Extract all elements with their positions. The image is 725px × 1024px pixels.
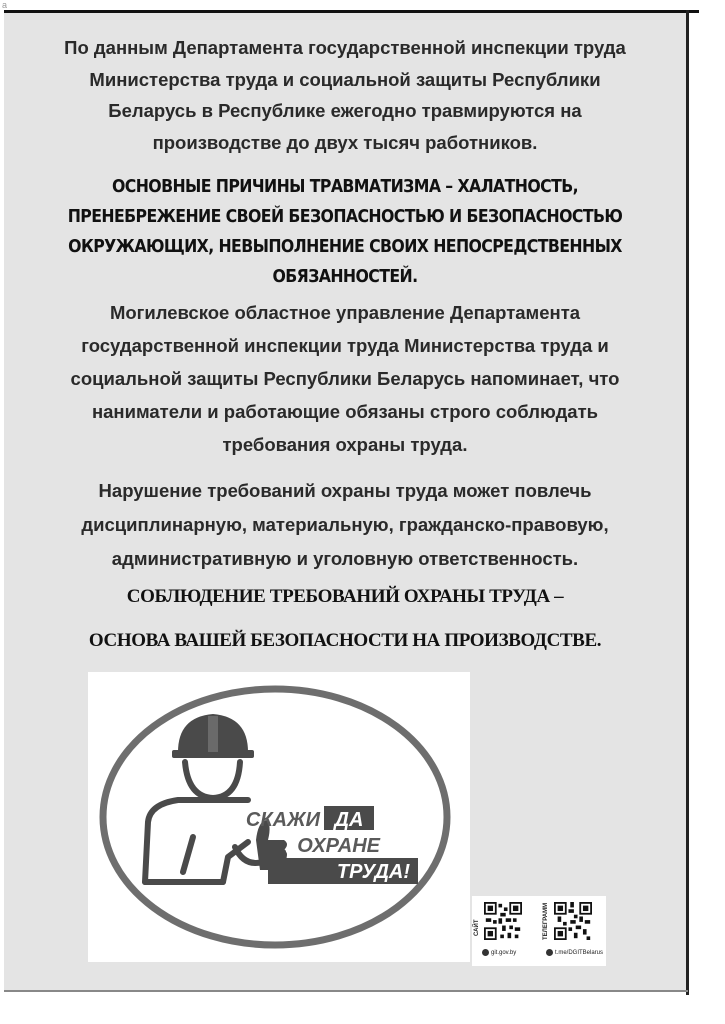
globe-icon: [482, 949, 489, 956]
scan-border-bottom: [4, 990, 688, 992]
site-url-text: git.gov.by: [491, 949, 517, 956]
reminder-line: требования охраны труда.: [222, 434, 468, 455]
telegram-qr-code[interactable]: [554, 902, 592, 940]
intro-line: По данным Департамента государственной инспекции труда: [64, 37, 626, 58]
intro-paragraph: [20, 32, 670, 158]
worker-logo-graphic: [88, 672, 470, 962]
logo-word-labor: ТРУДА!: [336, 861, 410, 883]
causes-line: ОКРУЖАЮЩИХ, НЕВЫПОЛНЕНИЕ СВОИХ НЕПОСРЕДСТВЕННЫХ: [68, 237, 622, 257]
telegram-url-text: t.me/DGITBelarus: [555, 949, 604, 956]
helmet-icon: [172, 714, 254, 758]
site-label: САЙТ: [474, 919, 480, 936]
telegram-url[interactable]: [546, 949, 603, 956]
causes-line: ОСНОВНЫЕ ПРИЧИНЫ ТРАВМАТИЗМА – ХАЛАТНОСТЬ,: [111, 177, 579, 197]
reminder-line: Могилевское областное управление Департамента: [109, 302, 581, 323]
reminder-line: социальной защиты Республики Беларусь напоминает, что: [70, 368, 620, 389]
intro-line: производстве до двух тысяч работников.: [152, 131, 538, 153]
liability-line: административную и уголовную ответственность.: [111, 548, 579, 569]
logo-word-say: СКАЖИ: [245, 809, 320, 831]
logo-word-yes: ДА: [334, 809, 364, 831]
intro-line: Беларусь в Республике ежегодно травмируются на: [108, 100, 582, 121]
liability-line: Нарушение требований охраны труда может повлечь: [98, 480, 592, 501]
site-qr-code[interactable]: [484, 902, 522, 940]
causes-line: ОБЯЗАННОСТЕЙ.: [272, 267, 418, 287]
say-yes-logo: [88, 672, 470, 962]
corner-mark: a: [2, 0, 8, 10]
intro-line: Министерства труда и социальной защиты Республики: [89, 68, 601, 90]
logo-word-protection: ОХРАНЕ: [297, 835, 380, 857]
scan-border-top: [4, 10, 699, 13]
scan-border-right: [686, 10, 689, 995]
liability-paragraph: [20, 474, 670, 576]
site-url[interactable]: [482, 949, 516, 956]
causes-paragraph: [20, 172, 670, 292]
reminder-line: государственной инспекции труда Министерства труда и: [81, 335, 609, 356]
telegram-icon: [546, 949, 553, 956]
qr-codes-panel: [472, 896, 606, 966]
slogan-line-1: СОБЛЮДЕНИЕ ТРЕБОВАНИЙ ОХРАНЫ ТРУДА –: [126, 586, 564, 607]
telegram-label: ТЕЛЕГРАММ: [543, 902, 549, 940]
slogan-line-2: ОСНОВА ВАШЕЙ БЕЗОПАСНОСТИ НА ПРОИЗВОДСТВЕ.: [88, 630, 602, 651]
causes-line: ПРЕНЕБРЕЖЕНИЕ СВОЕЙ БЕЗОПАСНОСТЬЮ И БЕЗОПАСНОСТЬЮ: [67, 207, 623, 227]
reminder-paragraph: [20, 296, 670, 461]
liability-line: дисциплинарную, материальную, гражданско-правовую,: [81, 514, 609, 535]
reminder-line: наниматели и работающие обязаны строго соблюдать: [91, 401, 599, 422]
